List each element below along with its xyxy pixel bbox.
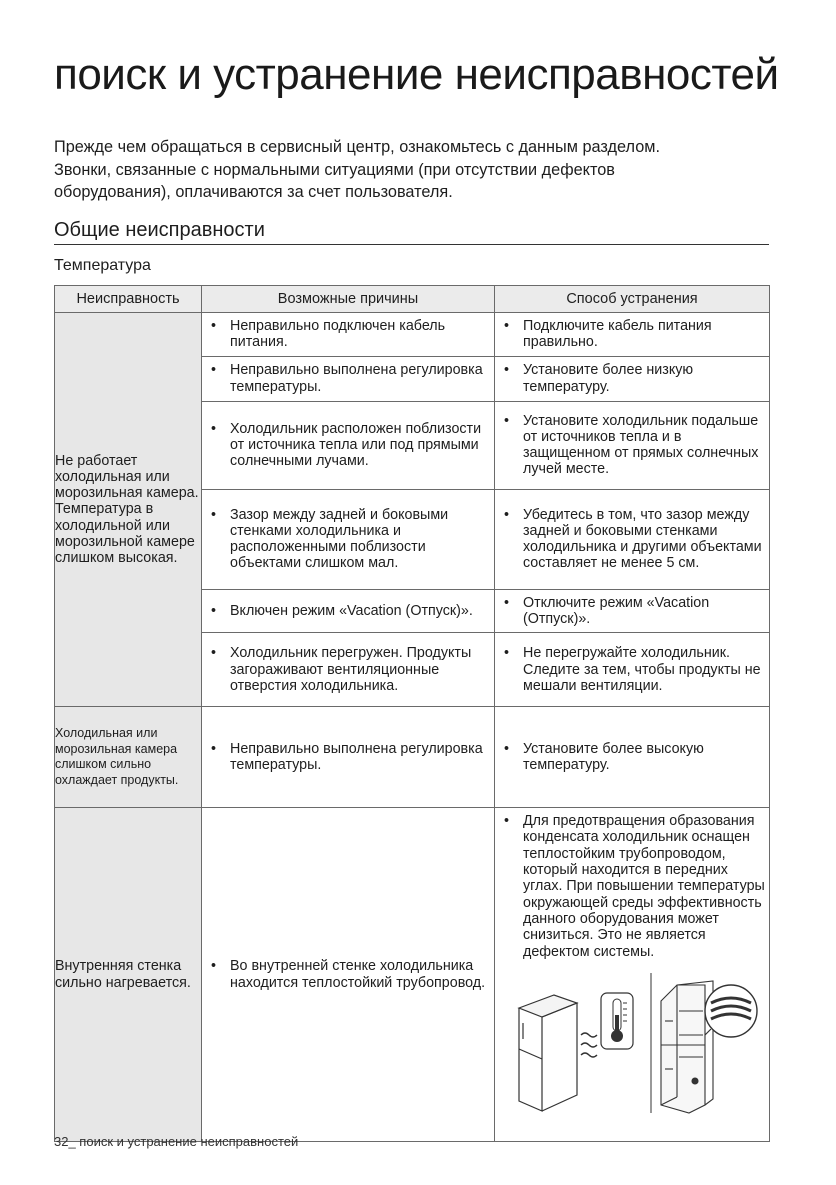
heat-waves-icon (581, 1033, 597, 1057)
open-fridge-icon (661, 981, 713, 1113)
cause-text: • Зазор между задней и боковыми стенками холодильника и расположенными поблизости объектами слишком мал. (202, 502, 494, 577)
page-title: поиск и устранение неисправностей (54, 50, 779, 99)
intro-paragraph (54, 136, 774, 204)
column-header-solution: Способ устранения (495, 286, 770, 313)
solution-text: • Убедитесь в том, что зазор между задней и боковыми стенками холодильника и другими объектами составляет не менее 5 см. (495, 502, 769, 577)
table-row (55, 707, 770, 808)
section-heading: Общие неисправности (54, 218, 769, 245)
cause-text: • Холодильник перегружен. Продукты загораживают вентиляционные отверстия холодильника. (202, 640, 494, 699)
solution-text: • Установите более высокую температуру. (495, 736, 769, 779)
troubleshooting-table (54, 285, 770, 1142)
solution-text: • Установите холодильник подальше от источников тепла и в защищенном от прямых солнечных лучей месте. (495, 408, 769, 483)
cause-text: • Неправильно подключен кабель питания. (202, 313, 494, 356)
problem-cell: Холодильная или морозильная камера слишком сильно охлаждает продукты. (55, 707, 202, 808)
intro-line: Прежде чем обращаться в сервисный центр, ознакомьтесь с данным разделом. (54, 138, 660, 156)
cause-text: • Холодильник расположен поблизости от источника тепла или под прямыми солнечными лучами. (202, 416, 494, 475)
problem-cell: Не работает холодильная или морозильная камера. Температура в холодильной или морозильной камере слишком высокая. (55, 313, 202, 707)
solution-text: • Установите более низкую температуру. (495, 357, 769, 400)
intro-line: Звонки, связанные с нормальными ситуациями (при отсутствии дефектов (54, 160, 615, 179)
table-header-row (55, 286, 770, 313)
column-header-cause: Возможные причины (202, 286, 495, 313)
heat-pipe-icon (705, 985, 757, 1037)
solution-text: • Не перегружайте холодильник. Следите за тем, чтобы продукты не мешали вентиляции. (495, 640, 769, 699)
intro-line: оборудования), оплачиваются за счет пользователя. (54, 183, 453, 201)
table-row (55, 313, 770, 357)
solution-text: • Подключите кабель питания правильно. (495, 313, 769, 356)
thermometer-icon (601, 993, 633, 1049)
solution-text: • Для предотвращения образования конденсата холодильник оснащен теплостойким трубопроводом, который находится в передних углах. При повышении температуры окружающей среды эффективность данного оборудования может снизиться. Это не является дефектом системы. (495, 808, 769, 965)
cause-text: • Включен режим «Vacation (Отпуск)». (202, 598, 494, 624)
subsection-heading: Температура (54, 257, 151, 274)
problem-cell: Внутренняя стенка сильно нагревается. (55, 808, 202, 1142)
table-row (55, 808, 770, 1142)
heat-pipe-illustration (495, 965, 769, 1128)
solution-text: • Отключите режим «Vacation (Отпуск)». (495, 590, 769, 633)
cause-text: • Неправильно выполнена регулировка температуры. (202, 357, 494, 400)
cause-text: • Во внутренней стенке холодильника находится теплостойкий трубопровод. (202, 953, 494, 996)
fridge-outline-icon (519, 995, 577, 1111)
cause-text: • Неправильно выполнена регулировка температуры. (202, 736, 494, 779)
page-footer: 32_ поиск и устранение неисправностей (54, 1134, 299, 1149)
column-header-problem: Неисправность (55, 286, 202, 313)
